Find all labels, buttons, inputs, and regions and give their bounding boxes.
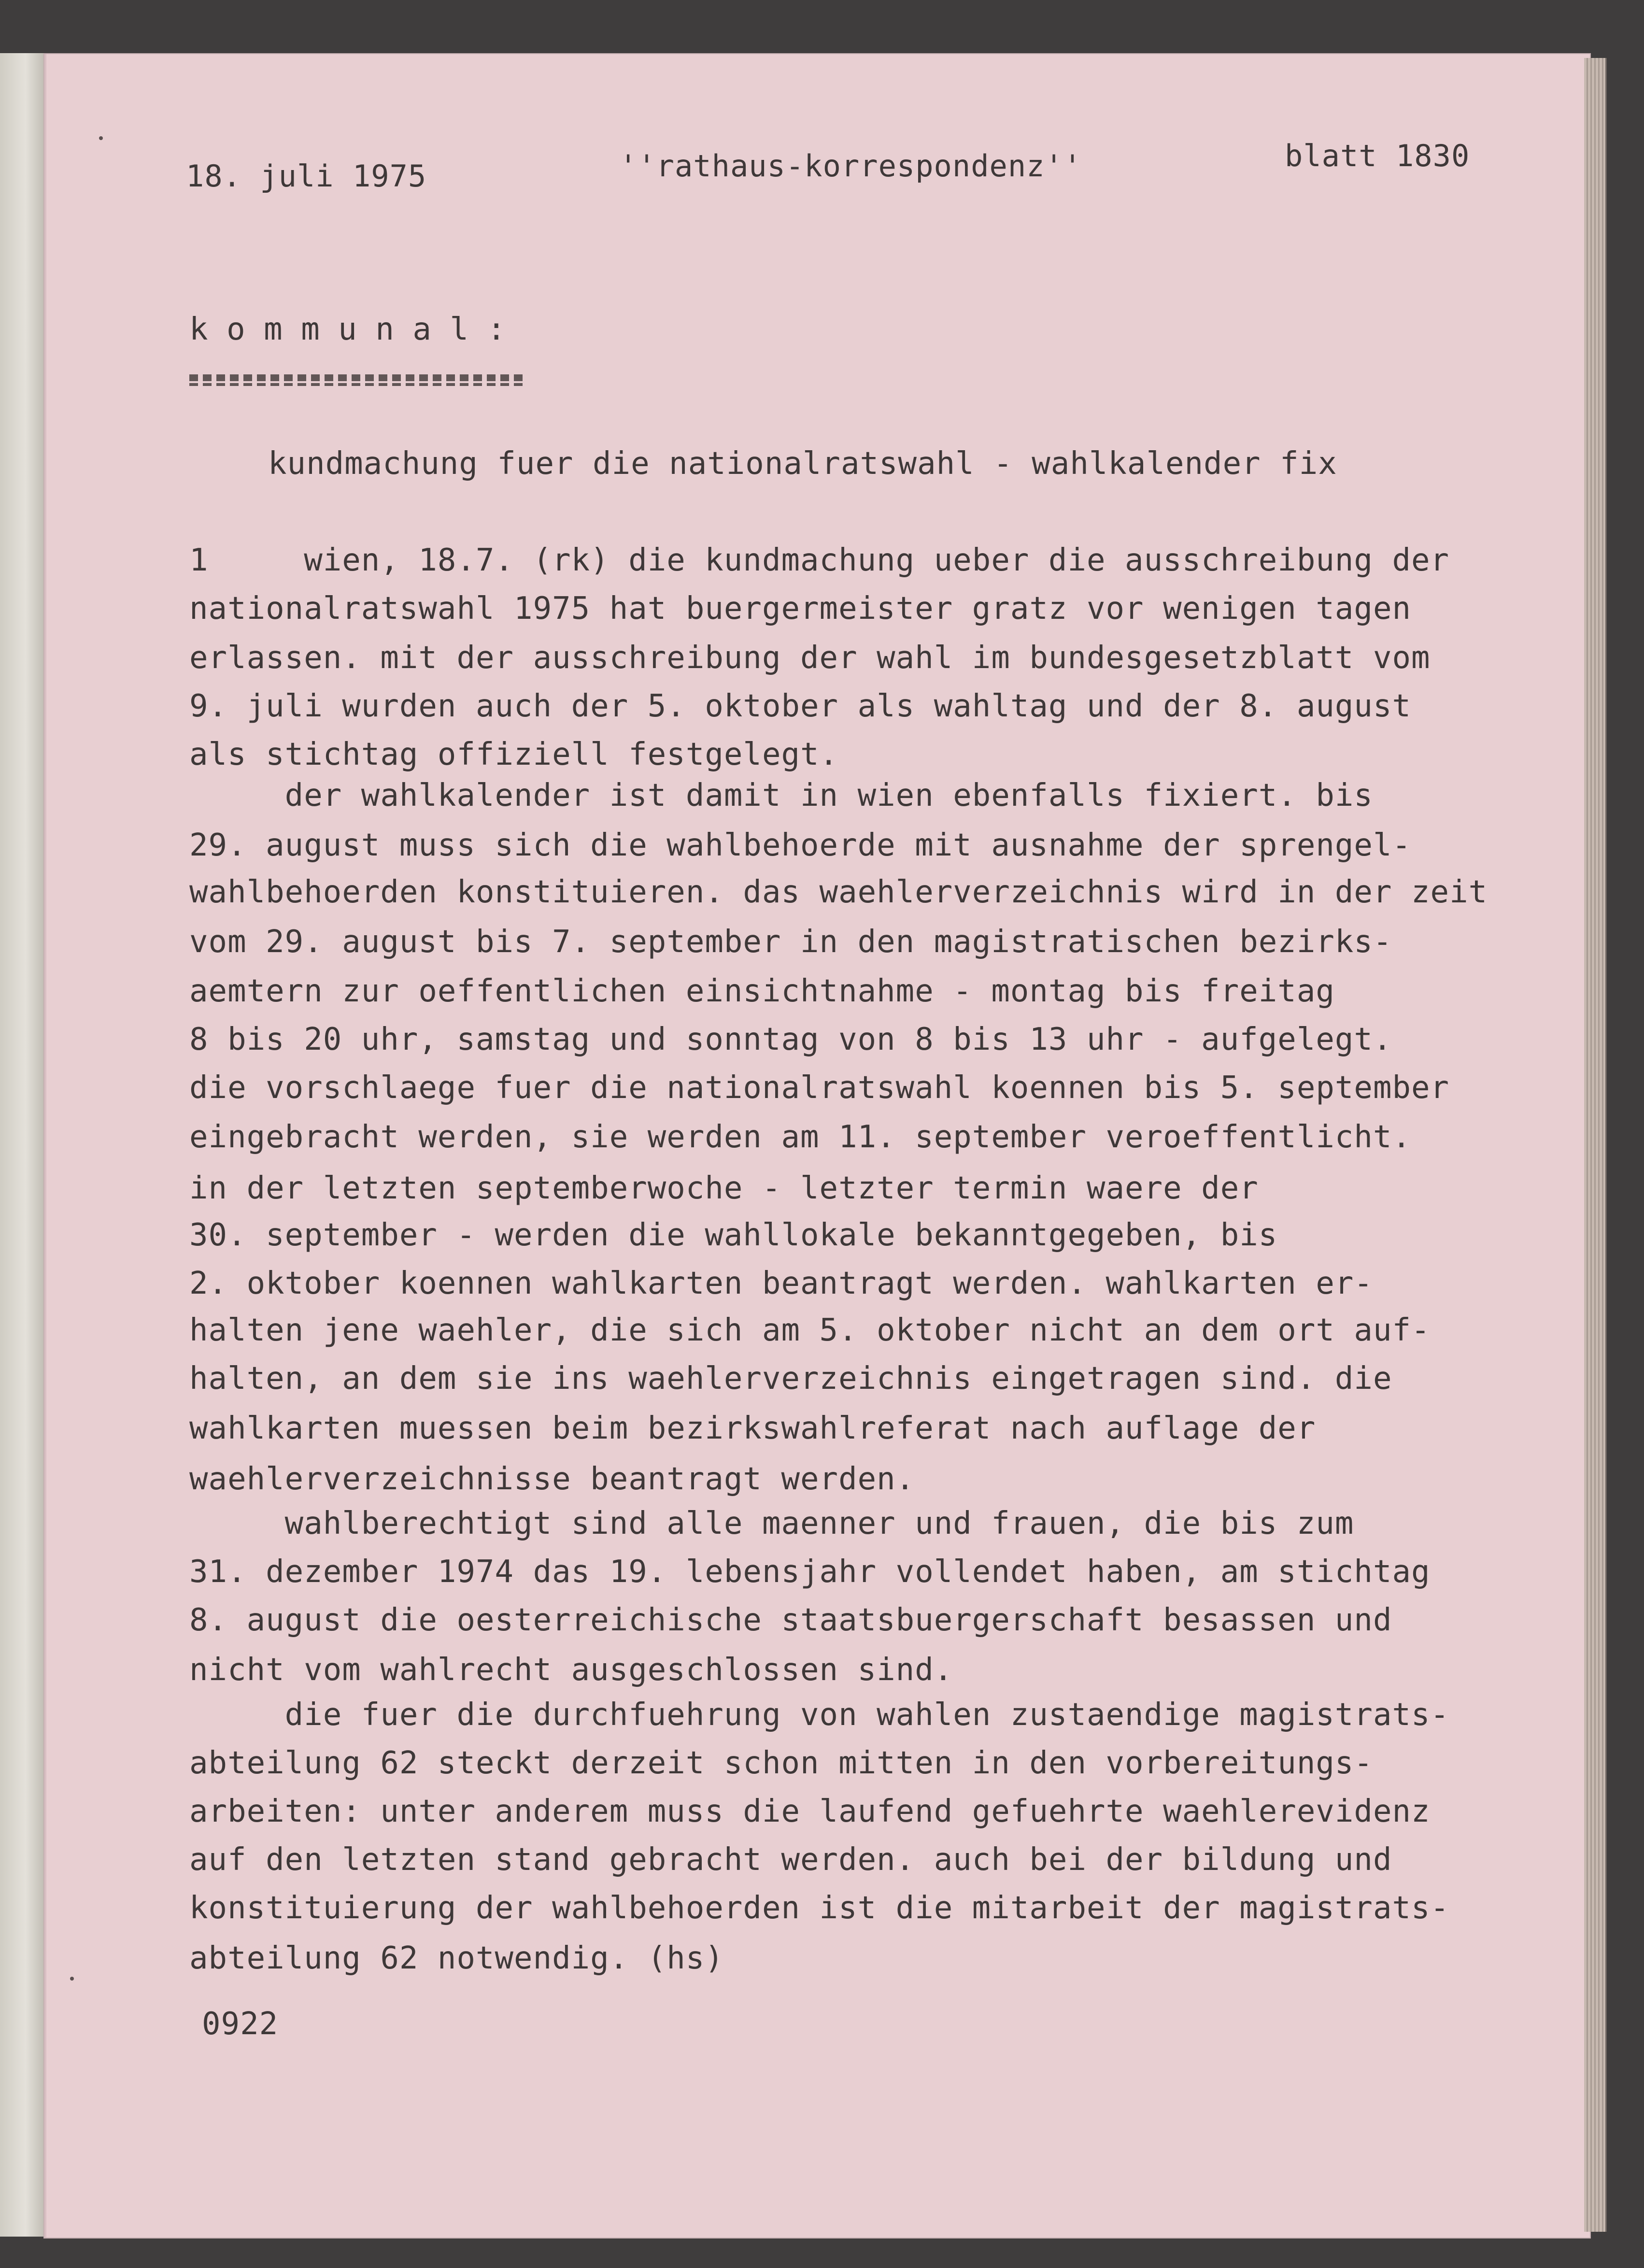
- body-line: die fuer die durchfuehrung von wahlen zustaendige magistrats-: [189, 1697, 1450, 1733]
- body-line: 8 bis 20 uhr, samstag und sonntag von 8 bis 13 uhr - aufgelegt.: [189, 1022, 1392, 1057]
- body-line: aemtern zur oeffentlichen einsichtnahme - montag bis freitag: [189, 973, 1335, 1009]
- body-line: wahlbehoerden konstituieren. das waehlerverzeichnis wird in der zeit: [189, 874, 1488, 910]
- body-line: halten jene waehler, die sich am 5. oktober nicht an dem ort auf-: [189, 1312, 1431, 1348]
- section-title: k o m m u n a l :: [189, 312, 506, 347]
- footer-code: 0922: [202, 2006, 279, 2042]
- body-line: der wahlkalender ist damit in wien ebenfalls fixiert. bis: [189, 778, 1373, 813]
- body-line: nicht vom wahlrecht ausgeschlossen sind.: [189, 1652, 953, 1688]
- body-line: eingebracht werden, sie werden am 11. september veroeffentlicht.: [189, 1119, 1411, 1155]
- body-line: nationalratswahl 1975 hat buergermeister gratz vor wenigen tagen: [189, 591, 1411, 627]
- body-line: wahlkarten muessen beim bezirkswahlreferat nach auflage der: [189, 1411, 1316, 1446]
- paper-speck: [70, 1977, 74, 1981]
- body-line: 8. august die oesterreichische staatsbuergerschaft besassen und: [189, 1602, 1392, 1638]
- body-line: abteilung 62 steckt derzeit schon mitten in den vorbereitungs-: [189, 1745, 1373, 1781]
- body-line: als stichtag offiziell festgelegt.: [189, 737, 839, 772]
- page-edges: [1584, 58, 1607, 2232]
- body-line: 30. september - werden die wahllokale bekanntgegeben, bis: [189, 1217, 1278, 1253]
- body-line: abteilung 62 notwendig. (hs): [189, 1940, 724, 1976]
- body-line: arbeiten: unter anderem muss die laufend gefuehrte waehlerevidenz: [189, 1794, 1431, 1829]
- body-line: konstituierung der wahlbehoerden ist die mitarbeit der magistrats-: [189, 1890, 1450, 1926]
- header-sheet-number: blatt 1830: [1285, 138, 1470, 173]
- headline: kundmachung fuer die nationalratswahl - wahlkalender fix: [268, 446, 1337, 482]
- paper-speck: [99, 136, 103, 140]
- header-publication: ''rathaus-korrespondenz'': [619, 148, 1082, 184]
- body-line: 1 wien, 18.7. (rk) die kundmachung ueber die ausschreibung der: [189, 542, 1450, 578]
- body-line: erlassen. mit der ausschreibung der wahl im bundesgesetzblatt vom: [189, 640, 1431, 676]
- book-binding: [0, 53, 48, 2237]
- body-line: waehlerverzeichnisse beantragt werden.: [189, 1461, 915, 1497]
- body-line: die vorschlaege fuer die nationalratswahl koennen bis 5. september: [189, 1070, 1450, 1106]
- body-line: auf den letzten stand gebracht werden. auch bei der bildung und: [189, 1842, 1392, 1878]
- body-line: halten, an dem sie ins waehlerverzeichnis eingetragen sind. die: [189, 1361, 1392, 1397]
- body-line: wahlberechtigt sind alle maenner und frauen, die bis zum: [189, 1506, 1354, 1541]
- body-line: vom 29. august bis 7. september in den magistratischen bezirks-: [189, 924, 1392, 960]
- body-line: 31. dezember 1974 das 19. lebensjahr vollendet haben, am stichtag: [189, 1554, 1431, 1590]
- section-title-underline: [189, 374, 523, 381]
- body-line: 9. juli wurden auch der 5. oktober als wahltag und der 8. august: [189, 688, 1411, 724]
- body-line: 29. august muss sich die wahlbehoerde mit ausnahme der sprengel-: [189, 827, 1411, 863]
- body-line: in der letzten septemberwoche - letzter termin waere der: [189, 1170, 1259, 1206]
- body-line: 2. oktober koennen wahlkarten beantragt werden. wahlkarten er-: [189, 1266, 1373, 1301]
- header-date: 18. juli 1975: [186, 158, 427, 194]
